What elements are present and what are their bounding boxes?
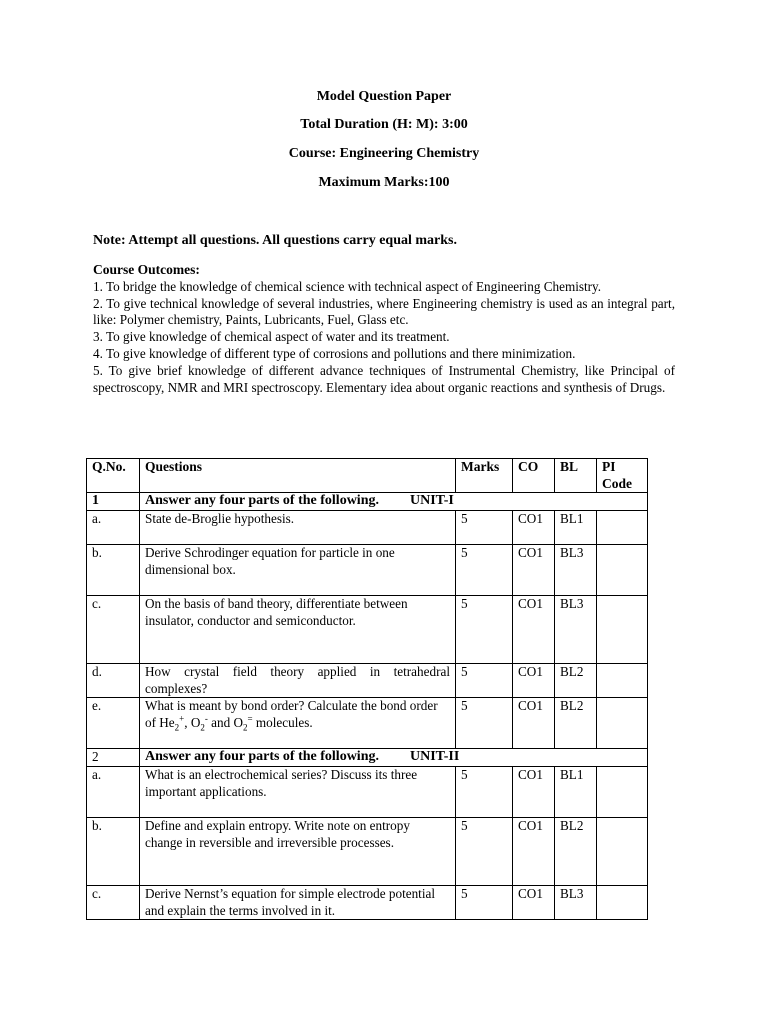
- question-id: c.: [87, 596, 140, 664]
- course-outcome-item: 1. To bridge the knowledge of chemical science with technical aspect of Engineering Chemistry.: [93, 278, 602, 294]
- header-code: Code: [602, 475, 632, 491]
- unit-label: UNIT-II: [410, 749, 460, 764]
- paper-title: Model Question Paper: [316, 89, 452, 104]
- table-row: [87, 664, 648, 698]
- question-text-part: What is meant by bond order? Calculate the bond order of He: [145, 698, 438, 730]
- question-text: On the basis of band theory, differentiate between insulator, conductor and semiconductor.: [140, 596, 456, 664]
- superscript: +: [179, 713, 185, 724]
- table-row: [87, 767, 648, 818]
- question-bl: BL1: [555, 511, 597, 545]
- section-instruction-text: Answer any four parts of the following.: [145, 493, 379, 508]
- header-pi-code: [597, 459, 648, 493]
- question-co: CO1: [513, 698, 555, 749]
- question-marks: 5: [456, 698, 513, 749]
- course-outcome-item: 5. To give brief knowledge of different advance techniques of Instrumental Chemistry, like Principal of spectroscopy, NMR and MRI spectroscopy. Elementary idea about organic reactions and synthesis of Drugs.: [93, 362, 675, 395]
- question-co: CO1: [513, 818, 555, 886]
- question-co: CO1: [513, 664, 555, 698]
- question-marks: 5: [456, 886, 513, 920]
- question-id: d.: [87, 664, 140, 698]
- course-outcome-item: 3. To give knowledge of chemical aspect of water and its treatment.: [93, 329, 450, 345]
- question-text: Derive Schrodinger equation for particle in one dimensional box.: [140, 545, 456, 596]
- question-pi-code: [597, 886, 648, 920]
- header-co: CO: [513, 459, 555, 493]
- header-marks: Marks: [456, 459, 513, 493]
- question-text: Derive Nernst’s equation for simple electrode potential and explain the terms involved in it.: [140, 886, 456, 920]
- question-id: b.: [87, 545, 140, 596]
- question-marks: 5: [456, 664, 513, 698]
- header-questions: Questions: [140, 459, 456, 493]
- question-id: c.: [87, 886, 140, 920]
- question-bl: BL1: [555, 767, 597, 818]
- question-text: What is an electrochemical series? Discuss its three important applications.: [140, 767, 456, 818]
- question-text-part: molecules.: [252, 714, 313, 730]
- question-id: a.: [87, 767, 140, 818]
- question-co: CO1: [513, 886, 555, 920]
- table-row: [87, 545, 648, 596]
- question-marks: 5: [456, 767, 513, 818]
- question-bl: BL2: [555, 698, 597, 749]
- questions-table: [86, 458, 648, 920]
- table-row: [87, 818, 648, 886]
- question-text: State de-Broglie hypothesis.: [140, 511, 456, 545]
- section-instruction: [140, 749, 648, 767]
- question-bl: BL2: [555, 818, 597, 886]
- total-duration: Total Duration (H: M): 3:00: [300, 117, 468, 132]
- question-pi-code: [597, 818, 648, 886]
- question-text: [140, 698, 456, 749]
- question-bl: BL3: [555, 545, 597, 596]
- header-bl: BL: [555, 459, 597, 493]
- question-text: Define and explain entropy. Write note on entropy change in reversible and irreversible processes.: [140, 818, 456, 886]
- header-pi: PI: [602, 459, 616, 474]
- question-co: CO1: [513, 545, 555, 596]
- course-outcomes-heading: Course Outcomes:: [93, 262, 200, 277]
- course-outcome-item: 2. To give technical knowledge of several industries, where Engineering chemistry is used as an integral part, like: Polymer chemistry, Paints, Lubricants, Fuel, Glass etc.: [93, 295, 675, 328]
- question-pi-code: [597, 664, 648, 698]
- question-marks: 5: [456, 818, 513, 886]
- header-qno: Q.No.: [87, 459, 140, 493]
- table-row: [87, 886, 648, 920]
- table-row: [87, 596, 648, 664]
- unit-label: UNIT-I: [410, 493, 454, 508]
- subscript: 2: [200, 722, 205, 733]
- section-instruction: [140, 493, 648, 511]
- question-co: CO1: [513, 596, 555, 664]
- question-pi-code: [597, 511, 648, 545]
- subscript: 2: [174, 722, 180, 733]
- question-id: e.: [87, 698, 140, 749]
- question-pi-code: [597, 596, 648, 664]
- question-text-part: , O: [184, 714, 201, 730]
- superscript: -: [204, 713, 208, 724]
- question-co: CO1: [513, 767, 555, 818]
- question-pi-code: [597, 698, 648, 749]
- section-header-row: [87, 493, 648, 511]
- superscript: =: [247, 713, 253, 724]
- section-number: 2: [87, 749, 140, 767]
- table-header-row: [87, 459, 648, 493]
- section-instruction-text: Answer any four parts of the following.: [145, 749, 379, 764]
- course-outcome-item: 4. To give knowledge of different type of corrosions and pollutions and there minimization.: [93, 345, 576, 361]
- question-id: a.: [87, 511, 140, 545]
- instructions-note: Note: Attempt all questions. All questions carry equal marks.: [93, 233, 457, 248]
- section-number: 1: [87, 493, 140, 511]
- question-text-part: and O: [207, 714, 244, 730]
- question-marks: 5: [456, 545, 513, 596]
- course-name: Course: Engineering Chemistry: [288, 146, 480, 161]
- question-id: b.: [87, 818, 140, 886]
- table-row: [87, 698, 648, 749]
- section-header-row: [87, 749, 648, 767]
- question-marks: 5: [456, 511, 513, 545]
- question-bl: BL2: [555, 664, 597, 698]
- question-text: How crystal field theory applied in tetrahedral complexes?: [140, 664, 456, 698]
- question-bl: BL3: [555, 596, 597, 664]
- question-pi-code: [597, 545, 648, 596]
- question-marks: 5: [456, 596, 513, 664]
- question-bl: BL3: [555, 886, 597, 920]
- question-pi-code: [597, 767, 648, 818]
- question-co: CO1: [513, 511, 555, 545]
- maximum-marks: Maximum Marks:100: [318, 175, 450, 190]
- course-outcomes: [93, 262, 675, 396]
- subscript: 2: [243, 722, 248, 733]
- table-row: [87, 511, 648, 545]
